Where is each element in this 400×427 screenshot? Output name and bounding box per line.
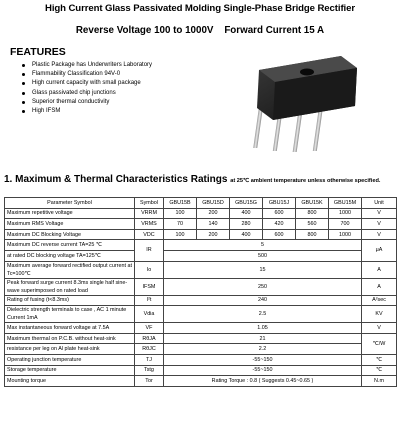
symbol-cell: VDC bbox=[135, 229, 164, 240]
symbol-cell: Tstg bbox=[135, 365, 164, 376]
value-cell: 2.2 bbox=[164, 344, 362, 355]
table-row bbox=[5, 354, 397, 365]
features-list bbox=[22, 61, 212, 116]
table-row bbox=[5, 306, 397, 323]
header-cell: GBU15J bbox=[263, 198, 296, 209]
unit-cell: V bbox=[362, 229, 397, 240]
value-cell: 600 bbox=[263, 229, 296, 240]
symbol-cell: RθJA bbox=[135, 333, 164, 344]
unit-cell: A bbox=[362, 278, 397, 295]
header-cell: Symbol bbox=[135, 198, 164, 209]
table-row bbox=[5, 219, 397, 230]
table-row bbox=[5, 323, 397, 334]
value-cell: 500 bbox=[164, 250, 362, 261]
symbol-cell: Vdia bbox=[135, 306, 164, 323]
unit-cell: μA bbox=[362, 240, 397, 261]
param-cell: Maximum average forward rectified output current at Tc=100℃ bbox=[5, 261, 135, 278]
unit-cell: ℃ bbox=[362, 354, 397, 365]
unit-cell: V bbox=[362, 323, 397, 334]
header-cell: Unit bbox=[362, 198, 397, 209]
unit-cell: ℃/W bbox=[362, 333, 397, 354]
feature-item: Superior thermal conductivity bbox=[22, 98, 212, 107]
value-cell: 800 bbox=[296, 229, 329, 240]
table-row bbox=[5, 278, 397, 295]
value-cell: 800 bbox=[296, 208, 329, 219]
symbol-cell: VRRM bbox=[135, 208, 164, 219]
symbol-cell: RθJC bbox=[135, 344, 164, 355]
value-cell: 70 bbox=[164, 219, 197, 230]
header-cell: GBU15D bbox=[197, 198, 230, 209]
value-cell: 240 bbox=[164, 295, 362, 306]
bridge-rectifier-image bbox=[245, 50, 365, 155]
features-heading: FEATURES bbox=[10, 46, 66, 58]
param-cell: Peak forward surge current 8.3ms single half sine-wave superimposed on rated load bbox=[5, 278, 135, 295]
value-cell: 560 bbox=[296, 219, 329, 230]
symbol-cell: I²t bbox=[135, 295, 164, 306]
value-cell: 21 bbox=[164, 333, 362, 344]
table-row bbox=[5, 229, 397, 240]
symbol-cell: VRMS bbox=[135, 219, 164, 230]
param-cell: Maximum repetitive voltage bbox=[5, 208, 135, 219]
param-cell: Mounting torque bbox=[5, 376, 135, 387]
param-cell: Operating junction temperature bbox=[5, 354, 135, 365]
unit-cell: V bbox=[362, 208, 397, 219]
value-cell: 5 bbox=[164, 240, 362, 251]
header-cell: GBU15K bbox=[296, 198, 329, 209]
section-note: at 25℃ ambient temperature unless otherwise specified. bbox=[230, 178, 381, 184]
unit-cell: A²sec bbox=[362, 295, 397, 306]
value-cell: 1000 bbox=[329, 229, 362, 240]
symbol-cell: IFSM bbox=[135, 278, 164, 295]
value-cell: -55~150 bbox=[164, 354, 362, 365]
value-cell: 280 bbox=[230, 219, 263, 230]
feature-item: High IFSM bbox=[22, 107, 212, 116]
feature-item: Plastic Package has Underwriters Laboratory bbox=[22, 61, 212, 70]
value-cell: 140 bbox=[197, 219, 230, 230]
param-cell: resistance per leg on Al plate heat-sink bbox=[5, 344, 135, 355]
value-cell: 100 bbox=[164, 208, 197, 219]
param-cell: Maximum RMS Voltage bbox=[5, 219, 135, 230]
value-cell: 15 bbox=[164, 261, 362, 278]
param-cell: Maximum DC Blocking Voltage bbox=[5, 229, 135, 240]
value-cell: 200 bbox=[197, 208, 230, 219]
ratings-table bbox=[4, 197, 397, 387]
unit-cell: N.m bbox=[362, 376, 397, 387]
value-cell: -55~150 bbox=[164, 365, 362, 376]
param-cell: Rating of fusing (t<8.3ms) bbox=[5, 295, 135, 306]
value-cell: 100 bbox=[164, 229, 197, 240]
value-cell: 200 bbox=[197, 229, 230, 240]
symbol-cell: TJ bbox=[135, 354, 164, 365]
table-row bbox=[5, 208, 397, 219]
symbol-cell: Tor bbox=[135, 376, 164, 387]
table-row bbox=[5, 376, 397, 387]
param-cell: at rated DC blocking voltage TA=125℃ bbox=[5, 250, 135, 261]
value-cell: 600 bbox=[263, 208, 296, 219]
table-row bbox=[5, 250, 397, 261]
feature-item: High current capacity with small package bbox=[22, 79, 212, 88]
param-cell: Max instantaneous forward voltage at 7.5A bbox=[5, 323, 135, 334]
table-row bbox=[5, 365, 397, 376]
param-cell: Storage temperature bbox=[5, 365, 135, 376]
header-cell: GBU15B bbox=[164, 198, 197, 209]
symbol-cell: VF bbox=[135, 323, 164, 334]
section-heading bbox=[4, 174, 380, 185]
table-header-row bbox=[5, 198, 397, 209]
table-row bbox=[5, 295, 397, 306]
symbol-cell: IR bbox=[135, 240, 164, 261]
document-subtitle: Reverse Voltage 100 to 1000V Forward Current 15 A bbox=[75, 25, 325, 36]
table-row bbox=[5, 261, 397, 278]
value-cell: 1000 bbox=[329, 208, 362, 219]
unit-cell: KV bbox=[362, 306, 397, 323]
unit-cell: V bbox=[362, 219, 397, 230]
value-cell: 1.05 bbox=[164, 323, 362, 334]
value-cell: 420 bbox=[263, 219, 296, 230]
param-cell: Dielectric strength terminals to case , AC 1 minute Current 1mA bbox=[5, 306, 135, 323]
feature-item: Glass passivated chip junctions bbox=[22, 89, 212, 98]
param-cell: Maximum thermal on P.C.B. without heat-sink bbox=[5, 333, 135, 344]
value-cell: 700 bbox=[329, 219, 362, 230]
value-cell: 400 bbox=[230, 208, 263, 219]
feature-item: Flammability Classification 94V-0 bbox=[22, 70, 212, 79]
header-cell: GBU15M bbox=[329, 198, 362, 209]
table-row bbox=[5, 333, 397, 344]
value-cell: Rating Torque : 0.8 ( Suggests 0.45~0.65 ) bbox=[164, 376, 362, 387]
value-cell: 250 bbox=[164, 278, 362, 295]
param-cell: Maximum DC reverse current TA=25 ℃ bbox=[5, 240, 135, 251]
symbol-cell: Io bbox=[135, 261, 164, 278]
document-title: High Current Glass Passivated Molding Single-Phase Bridge Rectifier bbox=[45, 3, 355, 14]
unit-cell: ℃ bbox=[362, 365, 397, 376]
unit-cell: A bbox=[362, 261, 397, 278]
table-row bbox=[5, 344, 397, 355]
header-cell: Parameter Symbol bbox=[5, 198, 135, 209]
value-cell: 400 bbox=[230, 229, 263, 240]
value-cell: 2.5 bbox=[164, 306, 362, 323]
header-cell: GBU15G bbox=[230, 198, 263, 209]
section-title: 1. Maximum & Thermal Characteristics Ratings bbox=[4, 174, 228, 185]
table-row bbox=[5, 240, 397, 251]
